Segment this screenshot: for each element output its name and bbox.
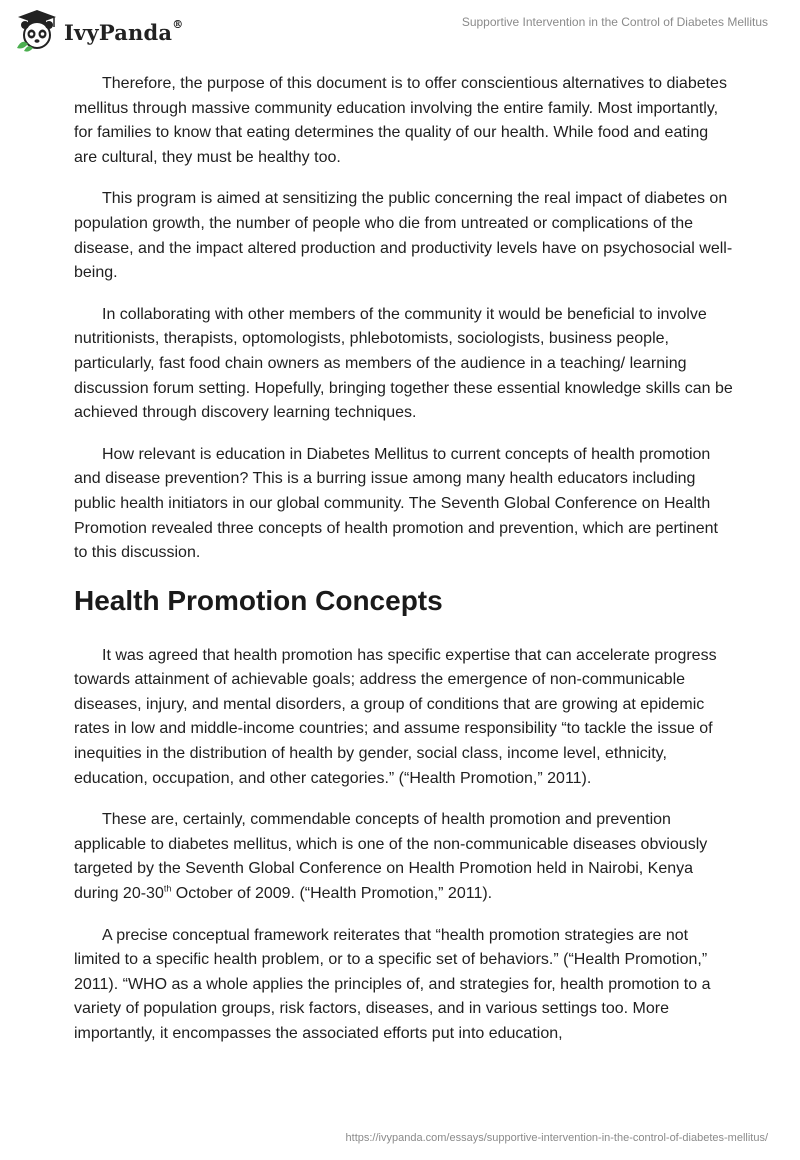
panda-logo-icon	[14, 8, 60, 57]
essay-body	[74, 72, 734, 1064]
paragraph: How relevant is education in Diabetes Mellitus to current concepts of health promotion and disease prevention? This is a burring issue among many health educators including public health initiators in our global community. The Seventh Global Conference on Health Promotion revealed three concepts of health promotion and prevention, which are pertinent to this discussion.	[74, 445, 718, 562]
brand-logo[interactable]	[14, 8, 183, 57]
page-header	[0, 0, 800, 60]
paragraph: In collaborating with other members of the community it would be beneficial to involve nutritionists, therapists, optomologists, phlebotomists, sociologists, business people, particularly, fast food chain owners as members of the audience in a teaching/ learning discussion forum setting. Hopefully, bringing together these essential knowledge skills can be achieved through discovery learning techniques.	[74, 305, 733, 422]
document-title: Supportive Intervention in the Control of Diabetes Mellitus	[461, 15, 768, 29]
source-url[interactable]: https://ivypanda.com/essays/supportive-intervention-in-the-control-of-diabetes-mellitus/	[345, 1132, 768, 1144]
paragraph-text: October of 2009. (“Health Promotion,” 2011).	[171, 885, 493, 903]
paragraph: Therefore, the purpose of this document is to offer conscientious alternatives to diabetes mellitus through massive community education involving the entire family. Most importantly, for families to know that eating determines the quality of our health. While food and eating are cultural, they must be healthy too.	[74, 75, 727, 166]
paragraph	[74, 808, 734, 906]
paragraph-text: These are, certainly, commendable concepts of health promotion and prevention applicable to diabetes mellitus, which is one of the non-communicable diseases obviously targeted by the Seventh Global Conference on Health Promotion held in Nairobi, Kenya during 20-30	[74, 811, 708, 903]
section-heading: Health Promotion Concepts	[74, 584, 443, 616]
paragraph: It was agreed that health promotion has specific expertise that can accelerate progress towards attainment of achievable goals; address the emergence of non-communicable diseases, injury, and mental disorders, a group of conditions that are growing at epidemic rates in low and middle-income countries; and assume responsibility “to tackle the issue of inequities in the distribution of health by gender, social class, income level, ethnicity, education, occupation, and other categories.” (“Health Promotion,” 2011).	[74, 646, 717, 787]
brand-name: IvyPanda®	[64, 18, 184, 45]
ordinal-suffix: th	[163, 883, 172, 894]
paragraph: A precise conceptual framework reiterates that “health promotion strategies are not limited to a specific health problem, or to a specific set of behaviors.” (“Health Promotion,” 2011). “WHO as a whole applies the principles of, and strategies for, health promotion to a variety of population groups, risk factors, diseases, and in various settings too. More importantly, it encompasses the associated efforts put into education,	[74, 926, 711, 1042]
paragraph: This program is aimed at sensitizing the public concerning the real impact of diabetes on population growth, the number of people who die from untreated or complications of the disease, and the impact altered production and productivity levels have on psychosocial well-being.	[74, 190, 733, 282]
